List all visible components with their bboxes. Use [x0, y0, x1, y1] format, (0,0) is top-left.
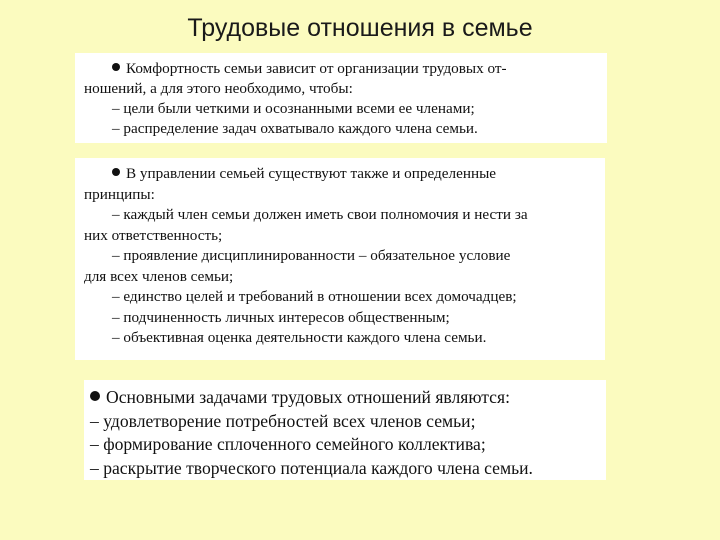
line-text: Основными задачами трудовых отношений являются:	[106, 387, 510, 407]
text-line: принципы:	[84, 185, 155, 203]
text-block-principles	[75, 158, 605, 360]
text-line: – цели были четкими и осознанными всеми ее членами;	[112, 100, 475, 117]
text-line: – удовлетворение потребностей всех членов семьи;	[90, 410, 476, 431]
text-line: – формирование сплоченного семейного коллектива;	[90, 434, 486, 454]
line-text: В управлении семьей существуют также и определенные	[126, 165, 497, 182]
text-line: для всех членов семьи;	[84, 267, 234, 285]
text-line	[84, 59, 599, 79]
text-line: – раскрытие творческого потенциала каждого члена семьи.	[90, 457, 533, 478]
slide-title: Трудовые отношения в семье	[187, 14, 533, 42]
text-line: – единство целей и требований в отношении всех домочадцев;	[112, 288, 517, 305]
text-line	[84, 164, 597, 185]
line-text: Комфортность семьи зависит от организации трудовых от-	[126, 60, 507, 77]
text-line: них ответственность;	[84, 226, 223, 244]
bullet-icon	[112, 168, 120, 176]
text-line: – распределение задач охватывало каждого члена семьи.	[112, 120, 478, 137]
text-line: – проявление дисциплинированности – обязательное условие	[112, 247, 511, 264]
text-block-comfort	[75, 53, 607, 143]
text-line	[90, 386, 600, 410]
bullet-icon	[112, 63, 120, 71]
text-line: – объективная оценка деятельности каждого члена семьи.	[112, 329, 487, 346]
bullet-icon	[90, 391, 100, 401]
text-block-tasks	[84, 380, 606, 480]
text-line: – каждый член семьи должен иметь свои полномочия и нести за	[112, 206, 528, 223]
text-line: ношений, а для этого необходимо, чтобы:	[84, 80, 353, 97]
text-line: – подчиненность личных интересов общественным;	[112, 308, 450, 326]
